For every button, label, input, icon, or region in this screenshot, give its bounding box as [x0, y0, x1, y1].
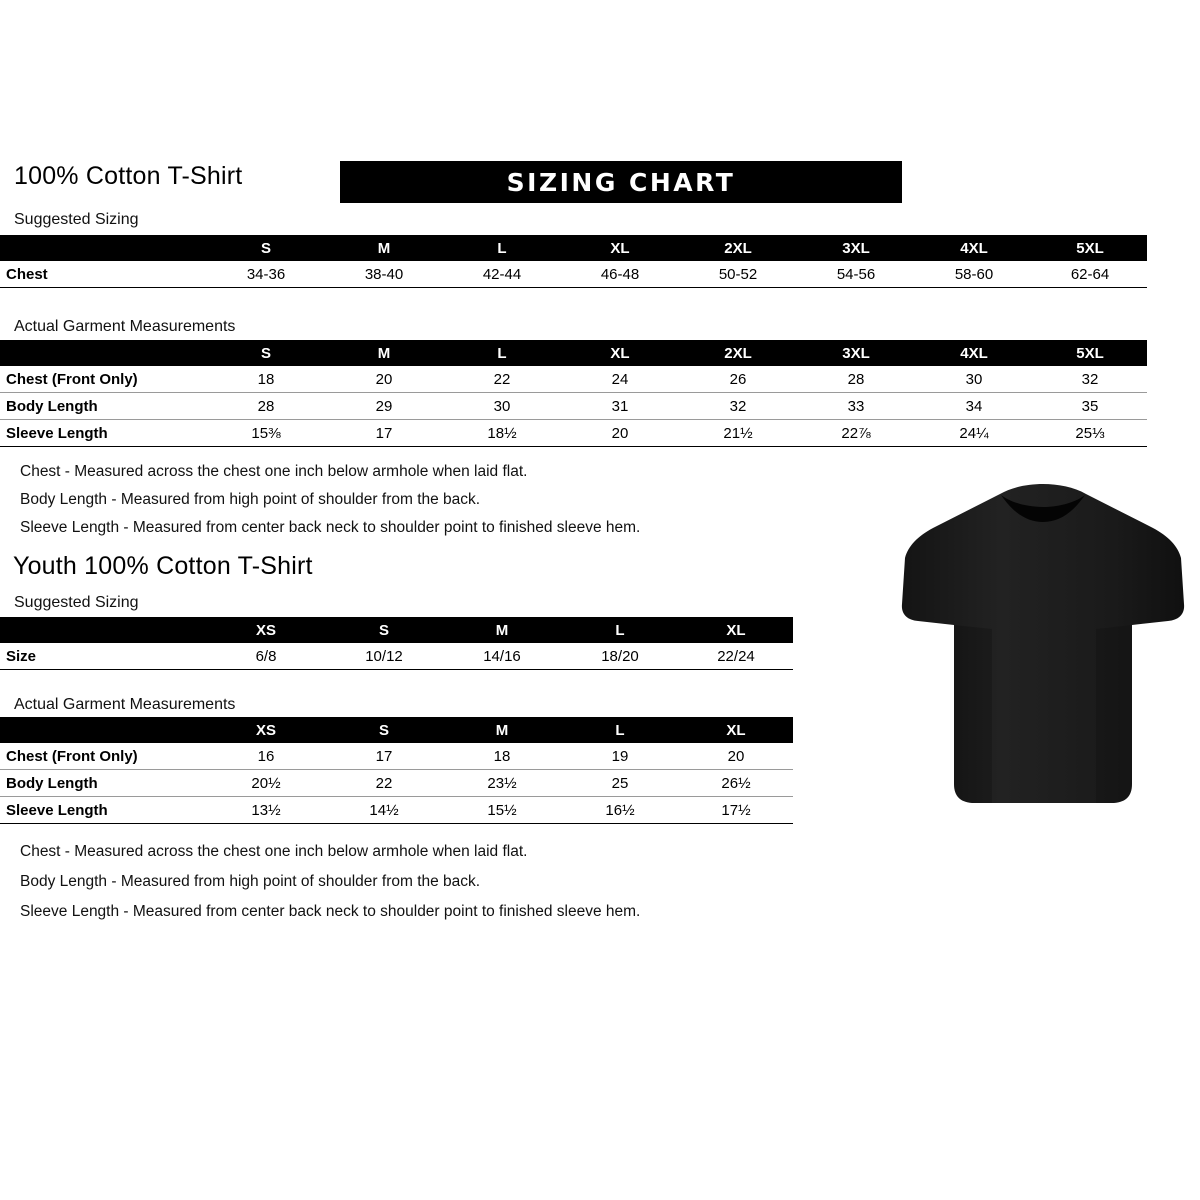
cell: 34 — [915, 393, 1033, 420]
row-label: Sleeve Length — [0, 797, 207, 824]
black-tshirt-illustration — [900, 484, 1185, 809]
cell: 34-36 — [207, 261, 325, 288]
cell: 16½ — [561, 797, 679, 824]
table-row — [0, 393, 1147, 420]
cell: 18 — [207, 366, 325, 393]
cell: 21½ — [679, 420, 797, 447]
col-header: L — [443, 235, 561, 261]
cell: 19 — [561, 743, 679, 770]
cell: 42-44 — [443, 261, 561, 288]
youth-note-chest: Chest - Measured across the chest one inch below armhole when laid flat. — [20, 843, 528, 860]
col-header: 4XL — [915, 340, 1033, 366]
col-header: 3XL — [797, 235, 915, 261]
row-label: Chest (Front Only) — [0, 743, 207, 770]
sizing-chart-banner — [340, 161, 902, 203]
table-header-row — [0, 235, 1147, 261]
col-header: M — [325, 235, 443, 261]
table-row — [0, 743, 793, 770]
cell: 14/16 — [443, 643, 561, 670]
col-header — [0, 235, 207, 261]
row-label: Body Length — [0, 393, 207, 420]
cell: 17½ — [679, 797, 793, 824]
cell: 30 — [443, 393, 561, 420]
col-header: M — [443, 617, 561, 643]
cell: 29 — [325, 393, 443, 420]
table-row — [0, 420, 1147, 447]
col-header — [0, 340, 207, 366]
cell: 16 — [207, 743, 325, 770]
col-header: S — [325, 717, 443, 743]
cell: 18½ — [443, 420, 561, 447]
youth-section-title: Youth 100% Cotton T-Shirt — [13, 552, 313, 580]
adult-actual-measurements-label: Actual Garment Measurements — [14, 318, 236, 335]
adult-note-body-length: Body Length - Measured from high point of shoulder from the back. — [20, 491, 481, 508]
cell: 20 — [325, 366, 443, 393]
col-header: 4XL — [915, 235, 1033, 261]
sizing-chart-banner-label: SIZING CHART — [506, 168, 736, 197]
cell: 13½ — [207, 797, 325, 824]
col-header — [0, 617, 207, 643]
col-header: XS — [207, 617, 325, 643]
youth-suggested-sizing-label: Suggested Sizing — [14, 594, 139, 611]
youth-suggested-sizing-table — [0, 617, 793, 670]
col-header — [0, 717, 207, 743]
cell: 35 — [1033, 393, 1147, 420]
table-header-row — [0, 340, 1147, 366]
row-label: Sleeve Length — [0, 420, 207, 447]
cell: 15⅜ — [207, 420, 325, 447]
col-header: L — [443, 340, 561, 366]
col-header: M — [443, 717, 561, 743]
youth-actual-measurements-table — [0, 717, 793, 824]
cell: 46-48 — [561, 261, 679, 288]
cell: 22 — [325, 770, 443, 797]
cell: 31 — [561, 393, 679, 420]
adult-suggested-sizing-label: Suggested Sizing — [14, 211, 139, 228]
cell: 28 — [797, 366, 915, 393]
col-header: 5XL — [1033, 340, 1147, 366]
cell: 17 — [325, 420, 443, 447]
col-header: 2XL — [679, 235, 797, 261]
col-header: L — [561, 617, 679, 643]
youth-note-sleeve-length: Sleeve Length - Measured from center back neck to shoulder point to finished sleeve hem. — [20, 903, 641, 920]
cell: 20 — [561, 420, 679, 447]
col-header: XL — [561, 235, 679, 261]
cell: 30 — [915, 366, 1033, 393]
col-header: XL — [561, 340, 679, 366]
row-label: Body Length — [0, 770, 207, 797]
youth-note-body-length: Body Length - Measured from high point of shoulder from the back. — [20, 873, 481, 890]
cell: 22⅞ — [797, 420, 915, 447]
adult-section-title: 100% Cotton T-Shirt — [14, 162, 243, 190]
table-row — [0, 797, 793, 824]
cell: 58-60 — [915, 261, 1033, 288]
table-row — [0, 261, 1147, 288]
adult-actual-measurements-table — [0, 340, 1147, 447]
cell: 26½ — [679, 770, 793, 797]
cell: 14½ — [325, 797, 443, 824]
col-header: L — [561, 717, 679, 743]
adult-note-sleeve-length: Sleeve Length - Measured from center back neck to shoulder point to finished sleeve hem. — [20, 519, 641, 536]
col-header: XL — [679, 717, 793, 743]
cell: 22 — [443, 366, 561, 393]
cell: 33 — [797, 393, 915, 420]
cell: 25⅓ — [1033, 420, 1147, 447]
row-label: Size — [0, 643, 207, 670]
col-header: 3XL — [797, 340, 915, 366]
row-label: Chest — [0, 261, 207, 288]
row-label: Chest (Front Only) — [0, 366, 207, 393]
col-header: M — [325, 340, 443, 366]
table-row — [0, 366, 1147, 393]
cell: 24 — [561, 366, 679, 393]
cell: 32 — [1033, 366, 1147, 393]
youth-actual-measurements-label: Actual Garment Measurements — [14, 696, 236, 713]
col-header: 5XL — [1033, 235, 1147, 261]
table-row — [0, 643, 793, 670]
cell: 18 — [443, 743, 561, 770]
cell: 28 — [207, 393, 325, 420]
cell: 62-64 — [1033, 261, 1147, 288]
adult-note-chest: Chest - Measured across the chest one inch below armhole when laid flat. — [20, 463, 528, 480]
cell: 38-40 — [325, 261, 443, 288]
adult-suggested-sizing-table — [0, 235, 1147, 288]
col-header: S — [207, 235, 325, 261]
table-header-row — [0, 717, 793, 743]
cell: 10/12 — [325, 643, 443, 670]
cell: 15½ — [443, 797, 561, 824]
cell: 18/20 — [561, 643, 679, 670]
table-row — [0, 770, 793, 797]
cell: 25 — [561, 770, 679, 797]
col-header: XL — [679, 617, 793, 643]
col-header: S — [325, 617, 443, 643]
cell: 32 — [679, 393, 797, 420]
cell: 17 — [325, 743, 443, 770]
cell: 50-52 — [679, 261, 797, 288]
cell: 23½ — [443, 770, 561, 797]
col-header: S — [207, 340, 325, 366]
table-header-row — [0, 617, 793, 643]
cell: 26 — [679, 366, 797, 393]
col-header: XS — [207, 717, 325, 743]
cell: 20 — [679, 743, 793, 770]
cell: 20½ — [207, 770, 325, 797]
cell: 22/24 — [679, 643, 793, 670]
cell: 24¼ — [915, 420, 1033, 447]
cell: 54-56 — [797, 261, 915, 288]
cell: 6/8 — [207, 643, 325, 670]
col-header: 2XL — [679, 340, 797, 366]
